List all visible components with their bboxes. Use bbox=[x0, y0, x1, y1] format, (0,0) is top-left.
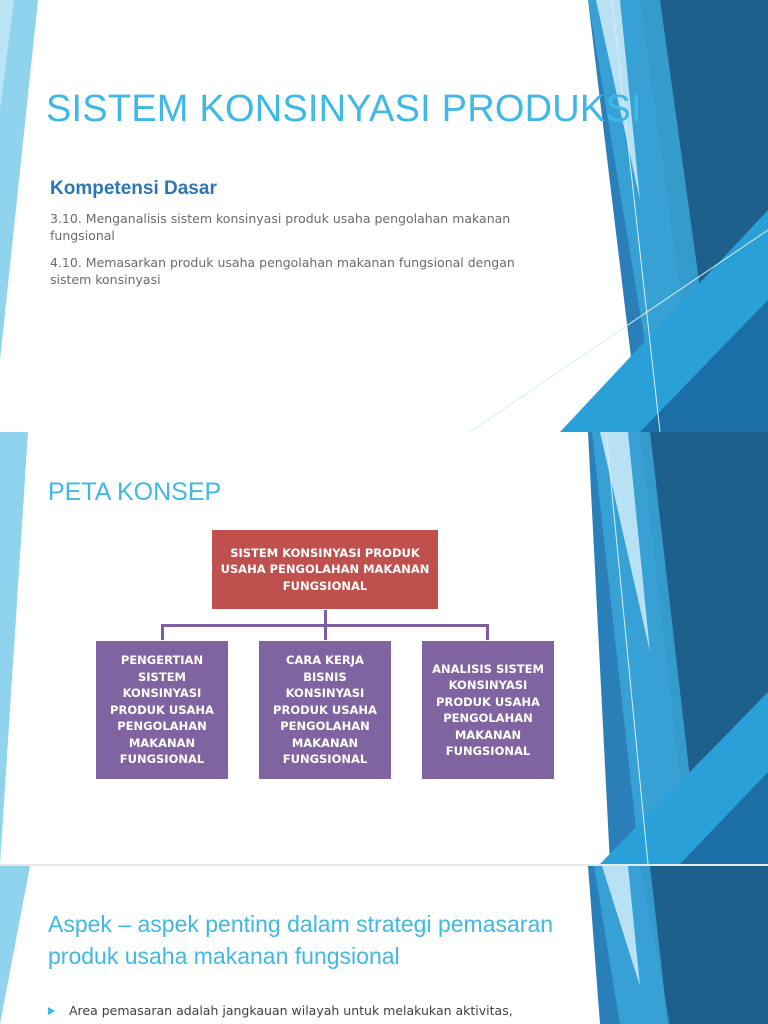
slide-title: PETA KONSEP bbox=[48, 478, 222, 506]
node-line: FUNGSIONAL bbox=[282, 752, 368, 767]
node-line: MAKANAN bbox=[128, 735, 196, 750]
kd-item: 4.10. Memasarkan produk usaha pengolahan makanan fungsional dengan sistem konsinyasi bbox=[50, 255, 515, 287]
bullet-text: Area pemasaran adalah jangkauan wilayah untuk melakukan aktivitas, bbox=[69, 1003, 513, 1018]
connector bbox=[486, 624, 489, 640]
concept-node-analisis bbox=[421, 640, 555, 780]
node-line: PRODUK USAHA bbox=[110, 702, 214, 717]
node-line: PENGOLAHAN bbox=[280, 719, 370, 734]
connector bbox=[324, 610, 327, 625]
node-line: MAKANAN bbox=[291, 735, 359, 750]
concept-node-cara-kerja bbox=[258, 640, 392, 780]
arrow-bullet-icon bbox=[48, 1007, 55, 1015]
node-line: FUNGSIONAL bbox=[445, 744, 531, 758]
slide-title: SISTEM KONSINYASI PRODUKSI bbox=[46, 88, 642, 130]
node-line: SISTEM KONSINYASI bbox=[122, 669, 202, 701]
node-line: KONSINYASI bbox=[285, 686, 365, 701]
connector bbox=[161, 624, 164, 640]
node-line: ANALISIS SISTEM bbox=[432, 661, 544, 676]
node-line: FUNGSIONAL bbox=[119, 752, 205, 767]
node-line: PENGOLAHAN bbox=[443, 711, 533, 725]
node-line: PENGOLAHAN bbox=[117, 719, 207, 734]
node-line: KONSINYASI bbox=[448, 678, 528, 692]
node-line: PENGERTIAN bbox=[120, 653, 204, 668]
node-line: PRODUK USAHA bbox=[436, 694, 540, 709]
kd-item: 3.10. Menganalisis sistem konsinyasi produk usaha pengolahan makanan fungsional bbox=[50, 211, 511, 243]
kompetensi-heading: Kompetensi Dasar bbox=[50, 178, 217, 199]
concept-node-pengertian bbox=[95, 640, 229, 780]
slide-title: Aspek – aspek penting dalam strategi pemasaran produk usaha makanan fungsional bbox=[48, 911, 554, 969]
slide-1 bbox=[0, 0, 768, 432]
node-line: PRODUK USAHA bbox=[273, 702, 377, 717]
node-line: SISTEM KONSINYASI PRODUK bbox=[230, 545, 420, 560]
node-line: FUNGSIONAL bbox=[282, 578, 368, 593]
connector bbox=[324, 624, 327, 640]
node-line: CARA KERJA BISNIS bbox=[286, 653, 364, 684]
bullet-item bbox=[48, 1003, 513, 1018]
node-line: MAKANAN bbox=[454, 727, 522, 742]
concept-root-node bbox=[211, 529, 439, 610]
node-line: USAHA PENGOLAHAN MAKANAN bbox=[220, 562, 430, 577]
